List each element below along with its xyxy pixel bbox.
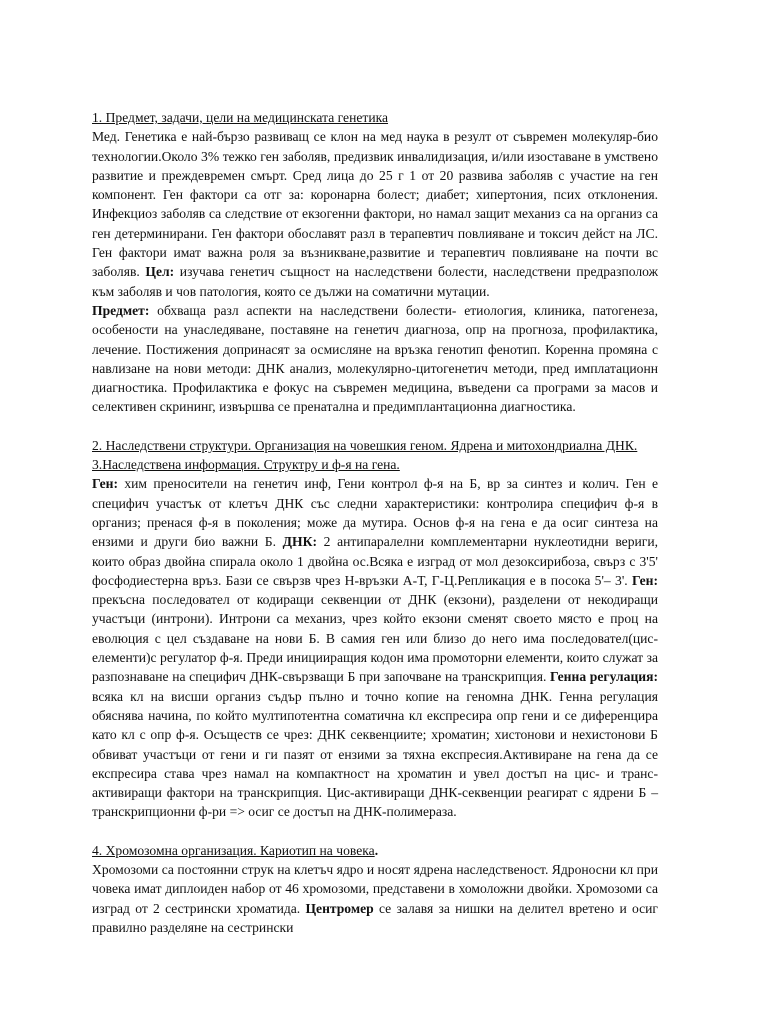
section-3-body: [92, 474, 658, 821]
centromere-text: се залавя за нишки на делител вретено и осиг правилно разделяне на сестрински: [92, 900, 659, 935]
gene-regulation-label: Генна регулация:: [550, 669, 658, 685]
section-4-heading-line: [92, 841, 658, 860]
section-1-subject: [92, 301, 658, 417]
gene-2-text: прекъсна последовател от кодиращи секвенции от ДНК (екзони), разделени от некодиращи участъци (интрони). Интрони са механиз, чрез който екзони сменят своето място е проц на еволюция с цел създаване на нови Б. В самия ген или близо до него има последовател(цис-елементи)с регулатор ф-я. Преди иницииращия кодон има промоторни елементи, които служат за разпознаване на специфич ДНК-свързващи Б при започване на транскрипция.: [92, 592, 658, 685]
goal-text: изучава генетич същност на наследствени болести, наследствени предразполож към заболяв и чов патология, която се дължи на соматични мутации.: [92, 264, 658, 299]
section-2-heading: 2. Наследствени структури. Организация на човешкия геном. Ядрена и митохондриална ДНК.: [92, 437, 638, 453]
gene-2-label: Ген:: [631, 572, 658, 588]
gene-regulation-text: всяка кл на висши организ съдър пълно и точно копие на геномна ДНК. Генна регулация обяснява начина, по който мултипотентна соматична кл експресира опр гени и се диференцира като кл с опр ф-я. Осъществ се чрез: ДНК секвенциите; хроматин; хистонови и нехистонови Б обвиват участъци от гени и ги пазят от ензими за тяхна експресия.Активиране на гена да се експресира става чрез намал на компактност на хроматин и увел достъп на цис- и транс-активиращи фактори на транскрипция. Цис-активиращи ДНК-секвенции реагират с ядрени Б – транскрипционни ф-ри => осиг се достъп на ДНК-полимераза.: [92, 688, 658, 820]
paragraph-gap: [92, 822, 658, 841]
centromere-label: Центромер: [305, 900, 374, 916]
section-3-heading: 3.Наследствена информация. Структру и ф-я на гена.: [92, 457, 400, 473]
section-4-heading-dot: .: [374, 842, 379, 858]
subject-text: обхваща разл аспекти на наследствени болести- етиология, клиника, патогенеза, особености на унаследяване, поставяне на генетич диагноза, опр на прогноза, профилактика, лечение. Постижения допринасят за осмисляне на връзка генотип фенотип. Коренна промяна с навлизане на нови методи: ДНК анализ, молекулярно-цитогенетич методи, пред имплатационн диагностика. Профилактика е фокус на съвремен медицина, въведени са програми за масов и селективен скрининг, извършва се пренатална и предимплантационна диагностика.: [92, 302, 658, 415]
section-1-intro: [92, 127, 658, 301]
section-4-body: [92, 860, 658, 937]
subject-label: Предмет:: [92, 302, 150, 318]
dna-label: ДНК:: [282, 534, 317, 550]
paragraph-gap: [92, 417, 658, 436]
section-1-heading: 1. Предмет, задачи, цели на медицинската генетика: [92, 110, 389, 125]
dna-text: 2 антипаралелни комплементарни нуклеотидни вериги, които образ двойна спирала около 1 двойна ос.Всяка е изград от мол дезоксирибоза, свърз с 3'5' фосфодиестерна връз. Бази се свързв чрез Н-връзки А-Т, Г-Ц.Репликация е в посока 5'– 3'.: [92, 534, 659, 588]
section-4-heading: 4. Хромозомна организация. Кариотип на човека: [92, 842, 375, 858]
section-1-intro-text: Мед. Генетика е най-бързо развиващ се клон на мед наука в резулт от съвремен молекуляр-био технологии.Около 3% тежко ген заболяв, предизвик инвалидизация, и/или изоставане в умствено развитие и преждевремен смърт. Сред лица до 25 г 1 от 20 развива заболяв с участие на ген компонент. Ген фактори са отг за: коронарна болест; диабет; хипертония, псих отклонения. Инфекциоз заболяв са следствие от екзогенни фактори, но намал защит механиз са на организ са ген детерминирани. Ген фактори обославят разл в терапевтич повлияване и токсич дейст на ЛС. Ген фактори имат важна роля за възникване,развитие и терапевтич повлияване на почти вс заболяв.: [92, 129, 658, 280]
section-4-text: Хромозоми са постоянни струк на клетъч ядро и носят ядрена наследственост. Ядроносни кл при човека имат диплоиден набор от 46 хромозоми, представени в хомоложни двойки. Хромозоми са изград от 2 сестрински хроматида.: [92, 861, 658, 916]
gene-label: Ген:: [92, 476, 119, 492]
gene-text: хим преносители на генетич инф, Гени контрол ф-я на Б, вр за синтез и колич. Ген е специфич участък от клетъч ДНК със следни характеристики: контролира специфич ф-я в организ; пренася ф-я в поколения; може да мутира. Основ ф-я на гена е да осиг синтеза на ензими и други био важни Б.: [92, 476, 658, 550]
goal-label: Цел:: [145, 264, 175, 280]
